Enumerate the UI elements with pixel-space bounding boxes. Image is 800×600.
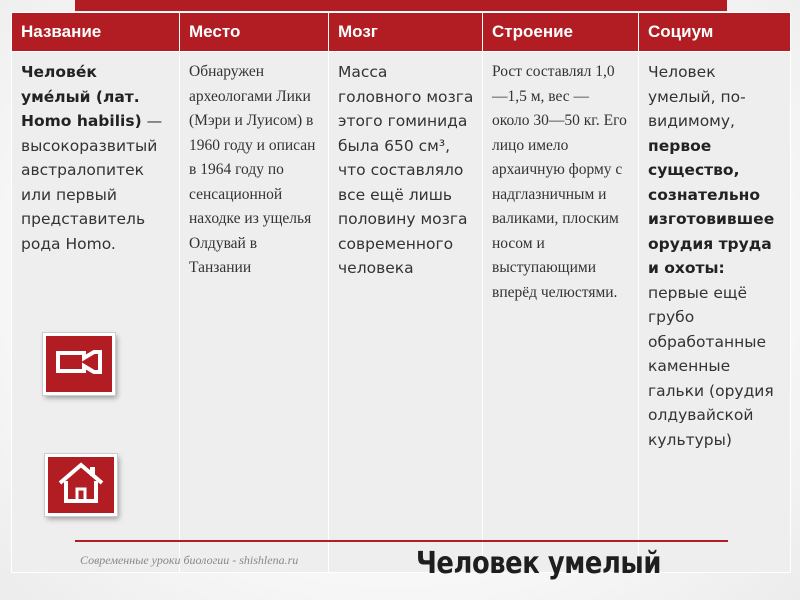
social-bold-text: первое существо, сознательно изготовившее орудия труда и охоты:	[648, 136, 775, 277]
social-lead-text: Человек умелый, по-видимому,	[648, 63, 746, 130]
footer-divider	[75, 540, 728, 542]
film-camera-icon	[54, 347, 104, 381]
name-bold-text: Челове́к уме́лый (лат. Homo habilis)	[21, 63, 142, 130]
header-name: Название	[12, 13, 180, 52]
footer-source-note: Современные уроки биологии - shishlena.ru	[80, 553, 299, 567]
header-social: Социум	[639, 13, 791, 52]
social-rest-text: первые ещё грубо обработанные каменные гальки (орудия олдувайской культуры)	[648, 283, 774, 449]
film-button[interactable]	[43, 333, 115, 395]
slide-title: Человек умелый	[416, 546, 661, 581]
home-button[interactable]	[45, 454, 117, 516]
name-rest-text: — высокоразвитый австралопитек или первый представитель рода Homo.	[21, 112, 163, 253]
home-icon	[56, 461, 106, 509]
cell-build: Рост составлял 1,0—1,5 м, вес — около 30—50 кг. Его лицо имело архаичную форму с надглазничным и валиками, плоским носом и выступающими вперёд челюстями.	[483, 52, 639, 573]
header-build: Строение	[483, 13, 639, 52]
header-place: Место	[180, 13, 329, 52]
table-header-row	[12, 13, 791, 52]
cell-social	[639, 52, 791, 573]
header-brain: Мозг	[329, 13, 483, 52]
cell-brain: Масса головного мозга этого гоминида была 650 см³, что составляло все ещё лишь половину мозга современного человека	[329, 52, 483, 573]
top-accent-bar	[75, 0, 727, 11]
comparison-table	[11, 12, 791, 573]
cell-place: Обнаружен археологами Лики (Мэри и Луисом) в 1960 году и описан в 1964 году по сенсационной находке из ущелья Олдувай в Танзании	[180, 52, 329, 573]
table-row	[12, 52, 791, 573]
